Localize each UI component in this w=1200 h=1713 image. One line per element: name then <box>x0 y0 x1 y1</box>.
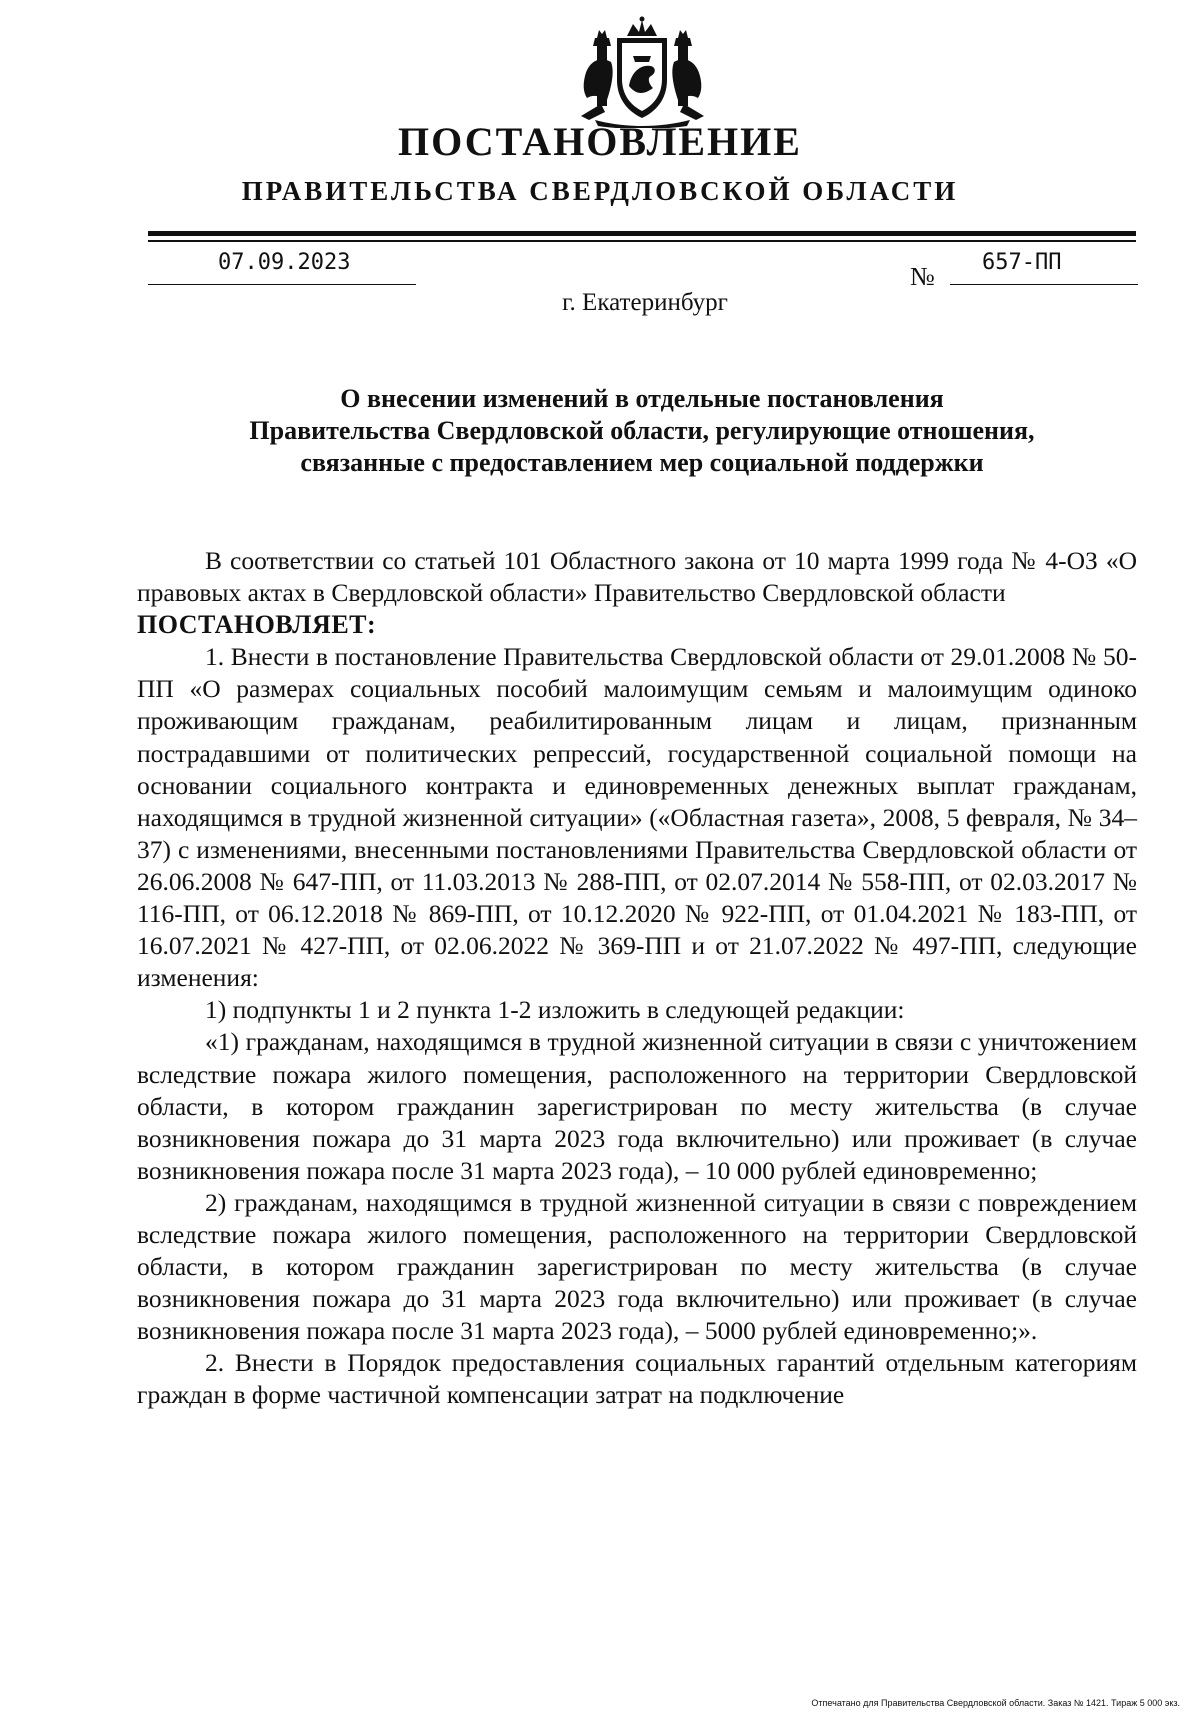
number-field <box>950 248 1138 285</box>
header-rule-thin <box>148 240 1136 242</box>
coat-of-arms-emblem <box>575 16 710 128</box>
header-rule-thick <box>148 231 1136 236</box>
print-imprint: Отпечатано для Правительства Свердловской области. Заказ № 1421. Тираж 5 000 экз. <box>811 1698 1180 1708</box>
number-value: 657-ПП <box>982 250 1062 275</box>
document-body <box>137 545 1137 1412</box>
date-value: 07.09.2023 <box>218 250 351 275</box>
quoted-subitem-1: «1) гражданам, находящимся в трудной жизненной ситуации в связи с уничтожением вследствие пожара жилого помещения, расположенного на территории Свердловской области, в котором гражданин зарегистрирован по месту жительства (в случае возникновения пожара до 31 марта 2023 года включительно) или проживает (в случае возникновения пожара после 31 марта 2023 года), – 10 000 рублей единовременно; <box>137 1027 1137 1185</box>
document-title <box>140 383 1144 479</box>
decree-word: ПОСТАНОВЛЯЕТ: <box>137 610 377 640</box>
document-type-heading: ПОСТАНОВЛЕНИЕ <box>398 119 802 164</box>
document-title-line: связанные с предоставлением мер социальной поддержки <box>300 448 984 477</box>
issuer-heading: ПРАВИТЕЛЬСТВА СВЕРДЛОВСКОЙ ОБЛАСТИ <box>241 176 959 206</box>
preamble-paragraph: В соответствии со статьей 101 Областного закона от 10 марта 1999 года № 4-ОЗ «О правовых актах в Свердловской области» Правительство Свердловской области <box>137 546 1137 608</box>
quoted-subitem-2: 2) гражданам, находящимся в трудной жизненной ситуации в связи с повреждением вследствие пожара жилого помещения, расположенного на территории Свердловской области, в котором гражданин зарегистрирован по месту жительства (в случае возникновения пожара до 31 марта 2023 года включительно) или проживает (в случае возникновения пожара после 31 марта 2023 года), – 5000 рублей единовременно;». <box>137 1187 1137 1346</box>
item-1-paragraph: 1. Внести в постановление Правительства Свердловской области от 29.01.2008 № 50-ПП «О размерах социальных пособий малоимущим семьям и малоимущим одиноко проживающим гражданам, реабилитированным лицам и лицам, признанным пострадавшими от политических репрессий, государственной социальной помощи на основании социального контракта и единовременных денежных выплат гражданам, находящимся в трудной жизненной ситуации» («Областная газета», 2008, 5 февраля, № 34–37) с изменениями, внесенными постановлениями Правительства Свердловской области от 26.06.2008 № 647-ПП, от 11.03.2013 № 288-ПП, от 02.07.2014 № 558-ПП, от 02.03.2017 № 116-ПП, от 06.12.2018 № 869-ПП, от 10.12.2020 № 922-ПП, от 01.04.2021 № 183-ПП, от 16.07.2021 № 427-ПП, от 02.06.2022 № 369-ПП и от 21.07.2022 № 497-ПП, следующие изменения: <box>137 642 1137 993</box>
number-sign: № <box>910 262 935 291</box>
item-1-subitem-1: 1) подпункты 1 и 2 пункта 1-2 изложить в следующей редакции: <box>205 995 905 1025</box>
document-title-line: Правительства Свердловской области, регулирующие отношения, <box>249 416 1035 445</box>
date-field <box>148 248 416 285</box>
city-line: г. Екатеринбург <box>562 289 728 316</box>
document-title-line: О внесении изменений в отдельные постановления <box>340 384 944 413</box>
item-2-paragraph: 2. Внести в Порядок предоставления социальных гарантий отдельным категориям граждан в форме частичной компенсации затрат на подключение <box>137 1348 1137 1410</box>
